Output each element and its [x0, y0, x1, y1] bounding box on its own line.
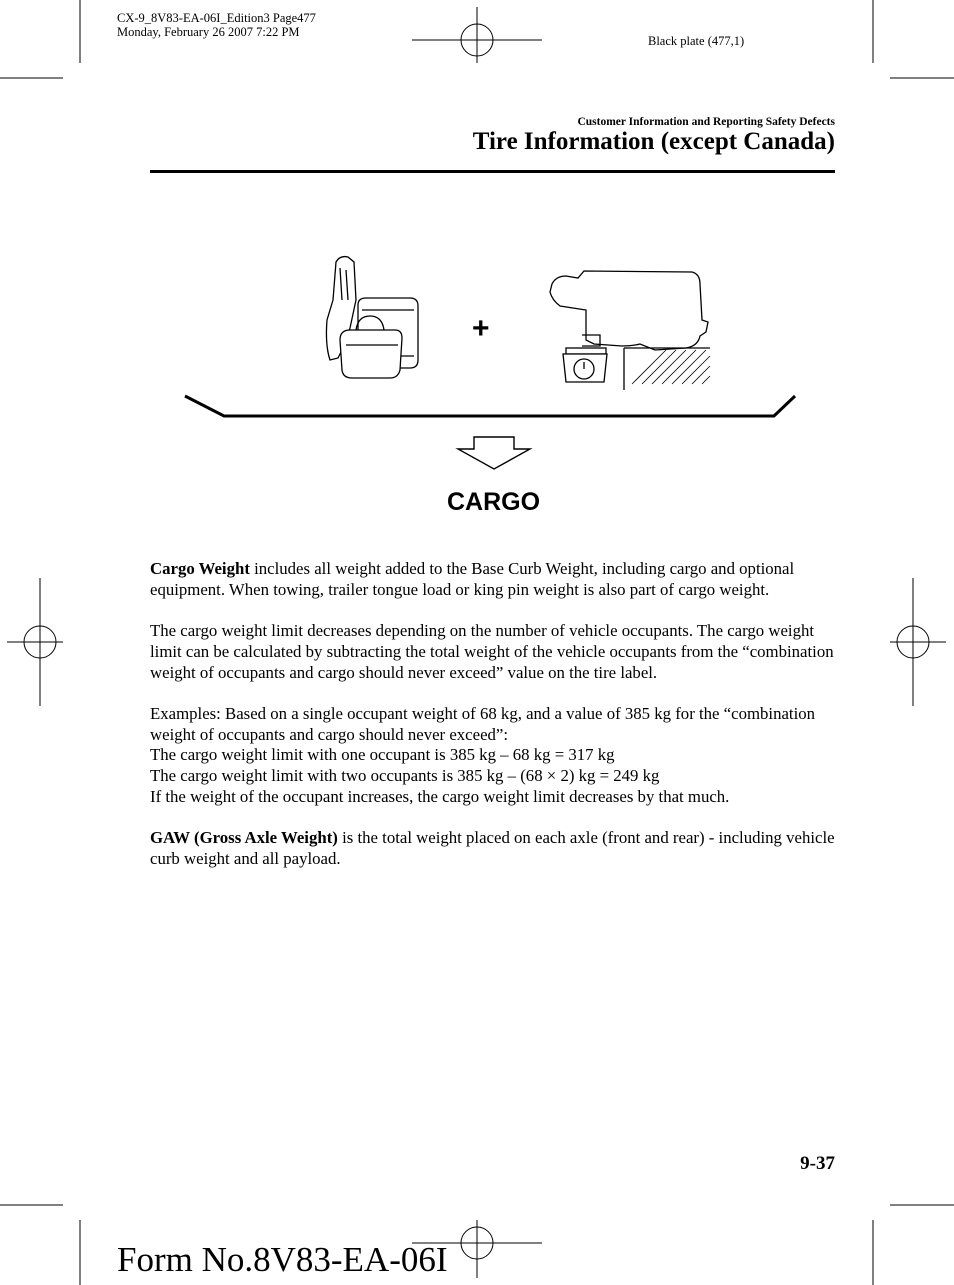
paragraph-cargo-weight: [150, 559, 840, 600]
paragraph-text: is the total weight placed on each axle (front and rear) - including vehicle curb weight and all payload.: [150, 828, 835, 868]
section-heading: Customer Information and Reporting Safety Defects: [577, 116, 835, 128]
figure-label: CARGO: [447, 488, 541, 516]
down-arrow-icon: [458, 437, 530, 469]
paragraph-gaw: [150, 828, 840, 869]
term-gaw: GAW (Gross Axle Weight): [150, 828, 338, 848]
page-title: Tire Information (except Canada): [472, 128, 835, 155]
paragraph-text: The cargo weight limit decreases depending on the number of vehicle occupants. The cargo weight limit can be calculated by subtracting the total weight of the vehicle occupants from the “combination weight of occupants and cargo should never exceed” value on the tire label.: [150, 621, 834, 682]
example-line: Examples: Based on a single occupant weight of 68 kg, and a value of 385 kg for the “combination weight of occupants and cargo should never exceed”:: [150, 703, 816, 744]
example-line: If the weight of the occupant increases, the cargo weight limit decreases by that much.: [150, 786, 730, 806]
plus-sign: +: [472, 312, 490, 345]
paragraph-examples: [150, 704, 840, 808]
body-text: [150, 559, 840, 890]
page-number: 9-37: [800, 1153, 835, 1174]
luggage-icon: [326, 257, 418, 378]
example-line: The cargo weight limit with one occupant is 385 kg – 68 kg = 317 kg: [150, 745, 615, 765]
paragraph-limit: [150, 621, 840, 683]
print-info-line1: CX-9_8V83-EA-06I_Edition3 Page477: [117, 11, 316, 25]
print-info-line2: Monday, February 26 2007 7:22 PM: [117, 25, 300, 39]
bracket-brace: [185, 396, 795, 416]
paragraph-text: includes all weight added to the Base Curb Weight, including cargo and optional equipment. When towing, trailer tongue load or king pin weight is also part of cargo weight.: [150, 559, 795, 599]
black-plate: Black plate (477,1): [648, 34, 745, 48]
ground-hatching: [632, 350, 710, 384]
example-line: The cargo weight limit with two occupants is 385 kg – (68 × 2) kg = 249 kg: [150, 766, 660, 785]
vehicle-on-scale-icon: [550, 271, 710, 390]
term-cargo-weight: Cargo Weight: [150, 559, 250, 578]
form-number: Form No.8V83-EA-06I: [117, 1240, 448, 1279]
